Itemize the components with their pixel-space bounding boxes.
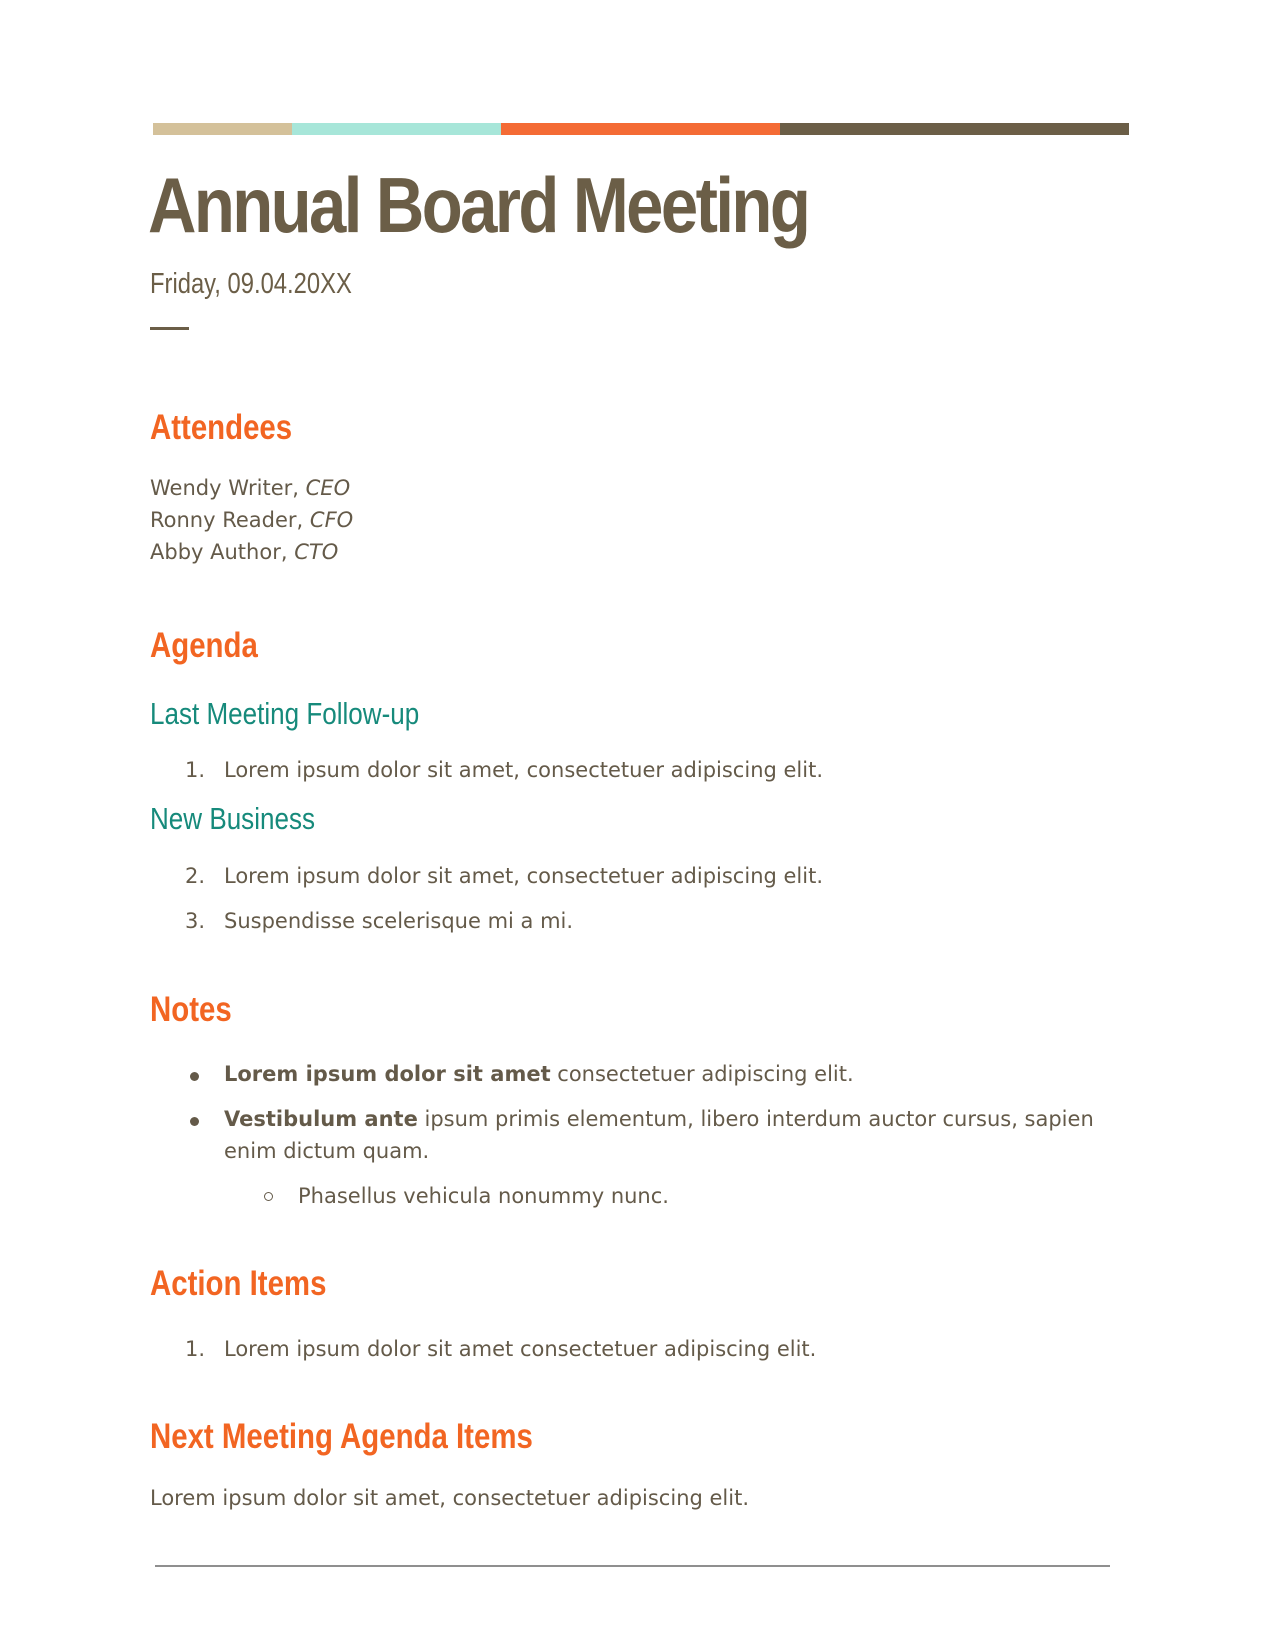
note-bold-text: Lorem ipsum dolor sit amet — [224, 1062, 551, 1086]
hollow-bullet-icon — [264, 1192, 273, 1201]
list-item — [224, 1058, 854, 1090]
next-meeting-heading: Next Meeting Agenda Items — [150, 1417, 533, 1456]
color-bar-segment-tan — [153, 123, 292, 135]
attendee-row — [150, 472, 350, 504]
action-items-heading: Action Items — [150, 1264, 327, 1303]
sub-list-item: Phasellus vehicula nonummy nunc. — [298, 1184, 669, 1208]
title-divider — [150, 327, 189, 330]
attendee-name: Ronny Reader, — [150, 508, 304, 532]
agenda-subheading-followup: Last Meeting Follow-up — [150, 696, 420, 731]
attendee-role: CTO — [294, 540, 339, 564]
list-number: 2. — [184, 864, 205, 888]
attendee-row — [150, 504, 353, 536]
color-bar-segment-orange — [501, 123, 780, 135]
note-text-continuation: enim dictum quam. — [224, 1139, 430, 1163]
attendee-name: Abby Author, — [150, 540, 288, 564]
note-bold-text: Vestibulum ante — [224, 1107, 418, 1131]
note-text: consectetuer adipiscing elit. — [550, 1062, 854, 1086]
attendees-heading: Attendees — [150, 408, 293, 447]
meeting-date: Friday, 09.04.20XX — [150, 268, 352, 300]
next-meeting-text: Lorem ipsum dolor sit amet, consectetuer adipiscing elit. — [150, 1486, 750, 1510]
attendee-row — [150, 536, 338, 568]
list-item: Lorem ipsum dolor sit amet, consectetuer adipiscing elit. — [224, 864, 824, 888]
footer-divider — [155, 1565, 1110, 1567]
color-bar-segment-mint — [292, 123, 501, 135]
decorative-color-bar — [153, 123, 1129, 135]
attendee-role: CEO — [305, 476, 351, 500]
notes-heading: Notes — [150, 990, 232, 1029]
note-text: ipsum primis elementum, libero interdum auctor cursus, sapien — [417, 1107, 1094, 1131]
list-item: Lorem ipsum dolor sit amet, consectetuer adipiscing elit. — [224, 758, 824, 782]
color-bar-segment-brown — [780, 123, 1129, 135]
list-number: 1. — [184, 758, 205, 782]
document-title: Annual Board Meeting — [148, 161, 809, 249]
agenda-subheading-new-business: New Business — [150, 801, 315, 836]
list-item: Suspendisse scelerisque mi a mi. — [224, 909, 574, 933]
agenda-heading: Agenda — [150, 626, 258, 665]
bullet-icon — [190, 1072, 199, 1081]
attendee-role: CFO — [309, 508, 354, 532]
list-item: Lorem ipsum dolor sit amet consectetuer adipiscing elit. — [224, 1337, 817, 1361]
attendee-name: Wendy Writer, — [150, 476, 299, 500]
list-number: 3. — [184, 909, 205, 933]
bullet-icon — [190, 1117, 199, 1126]
list-item — [224, 1103, 1094, 1135]
list-number: 1. — [184, 1337, 205, 1361]
